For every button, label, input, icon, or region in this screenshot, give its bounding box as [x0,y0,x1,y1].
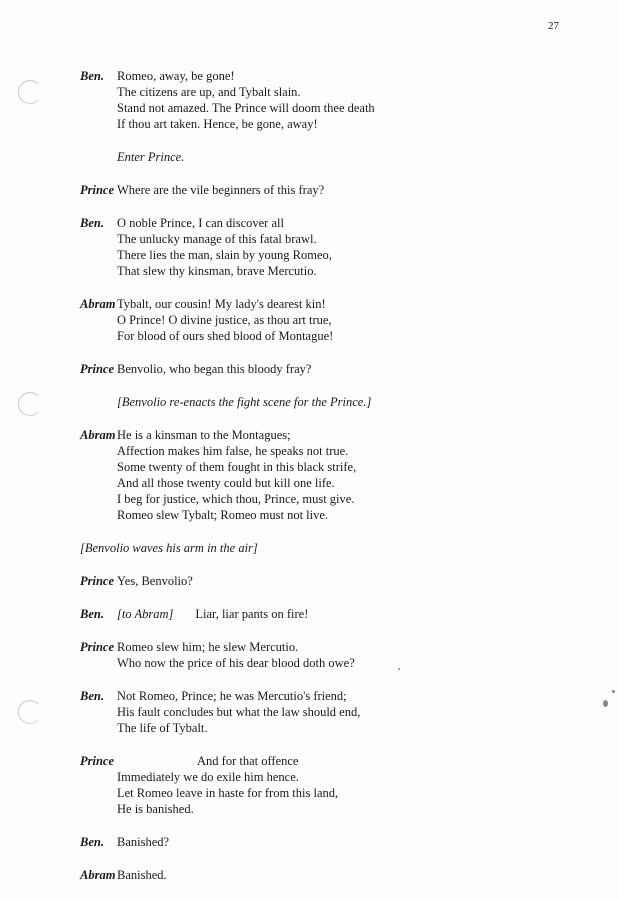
speech-line: And for that offence [197,754,299,768]
script-text [80,68,560,900]
ink-speck [603,700,608,707]
stage-direction: Enter Prince. [117,150,185,164]
speech-lines [117,606,560,622]
page-number: 27 [548,20,559,32]
stage-direction: [Benvolio re-enacts the fight scene for the Prince.] [117,395,372,409]
speech-line: He is banished. [117,802,194,816]
speech-lines [117,296,560,344]
speech-lines [117,215,560,279]
speech-line: That slew thy kinsman, brave Mercutio. [117,264,317,278]
speech-block [80,68,560,132]
speech-line: Some twenty of them fought in this black strife, [117,460,357,474]
stage-direction: [Benvolio waves his arm in the air] [80,541,258,555]
speech-lines [117,182,560,198]
speech-line: Where are the vile beginners of this fray? [117,183,325,197]
speech-line: Affection makes him false, he speaks not true. [117,444,349,458]
speaker-name: Ben. [80,607,104,621]
speech-line: Let Romeo leave in haste for from this land, [117,786,339,800]
aside-direction: [to Abram] [117,607,174,621]
speech-block [80,639,560,671]
speech-line: Stand not amazed. The Prince will doom thee death [117,101,375,115]
speech-line: And all those twenty could but kill one life. [117,476,335,490]
speaker-name: Abram [80,868,116,882]
speaker-name: Ben. [80,69,104,83]
speech-line: If thou art taken. Hence, be gone, away! [117,117,318,131]
speaker-name: Prince [80,362,115,376]
speech-lines [117,834,560,850]
speech-lines [117,573,560,589]
speech-line: Romeo slew him; he slew Mercutio. [117,640,299,654]
speech-block [80,753,560,817]
speech-block [80,427,560,523]
punch-hole [18,80,42,104]
speech-lines [117,68,560,132]
speech-lines [117,753,560,817]
speaker-name: Prince [80,574,115,588]
speech-line: Banished. [117,868,167,882]
speech-lines [117,867,560,883]
speech-line: Not Romeo, Prince; he was Mercutio's friend; [117,689,347,703]
speech-block [80,215,560,279]
speech-line: Romeo slew Tybalt; Romeo must not live. [117,508,329,522]
speech-line: There lies the man, slain by young Romeo, [117,248,332,262]
speaker-name: Prince [80,754,115,768]
speech-line: Banished? [117,835,170,849]
speech-line: The unlucky manage of this fatal brawl. [117,232,317,246]
speaker-name: Ben. [80,216,104,230]
speech-line: The life of Tybalt. [117,721,208,735]
speaker-name: Ben. [80,835,104,849]
speech-line: Who now the price of his dear blood doth owe? [117,656,355,670]
speech-block [80,867,560,883]
speech-line: He is a kinsman to the Montagues; [117,428,291,442]
speech-line [117,606,560,622]
speech-block [80,296,560,344]
speaker-name: Abram [80,428,116,442]
speaker-name: Prince [80,183,115,197]
speech-lines [117,361,560,377]
speech-line: The citizens are up, and Tybalt slain. [117,85,301,99]
speech-block [80,361,560,377]
speech-line: Romeo, away, be gone! [117,69,235,83]
punch-hole [18,700,42,724]
speech-lines [117,427,560,523]
speaker-name: Prince [80,640,115,654]
speech-line: For blood of ours shed blood of Montague! [117,329,334,343]
speech-block [80,688,560,736]
punch-hole [18,392,42,416]
speech-line: O Prince! O divine justice, as thou art true, [117,313,332,327]
speech-line: Immediately we do exile him hence. [117,770,299,784]
ink-speck [612,690,615,693]
speech-line: Yes, Benvolio? [117,574,193,588]
speech-lines [117,688,560,736]
speech-line: His fault concludes but what the law should end, [117,705,361,719]
speech-lines [117,639,560,671]
speech-line: Benvolio, who began this bloody fray? [117,362,312,376]
speech-block [80,606,560,622]
speech-block [80,573,560,589]
speech-block [80,834,560,850]
speech-block [80,182,560,198]
speech-line: Tybalt, our cousin! My lady's dearest kin! [117,297,326,311]
speaker-name: Abram [80,297,116,311]
speaker-name: Ben. [80,689,104,703]
aside-text: Liar, liar pants on fire! [195,607,309,621]
speech-line: O noble Prince, I can discover all [117,216,284,230]
speech-line: I beg for justice, which thou, Prince, must give. [117,492,355,506]
